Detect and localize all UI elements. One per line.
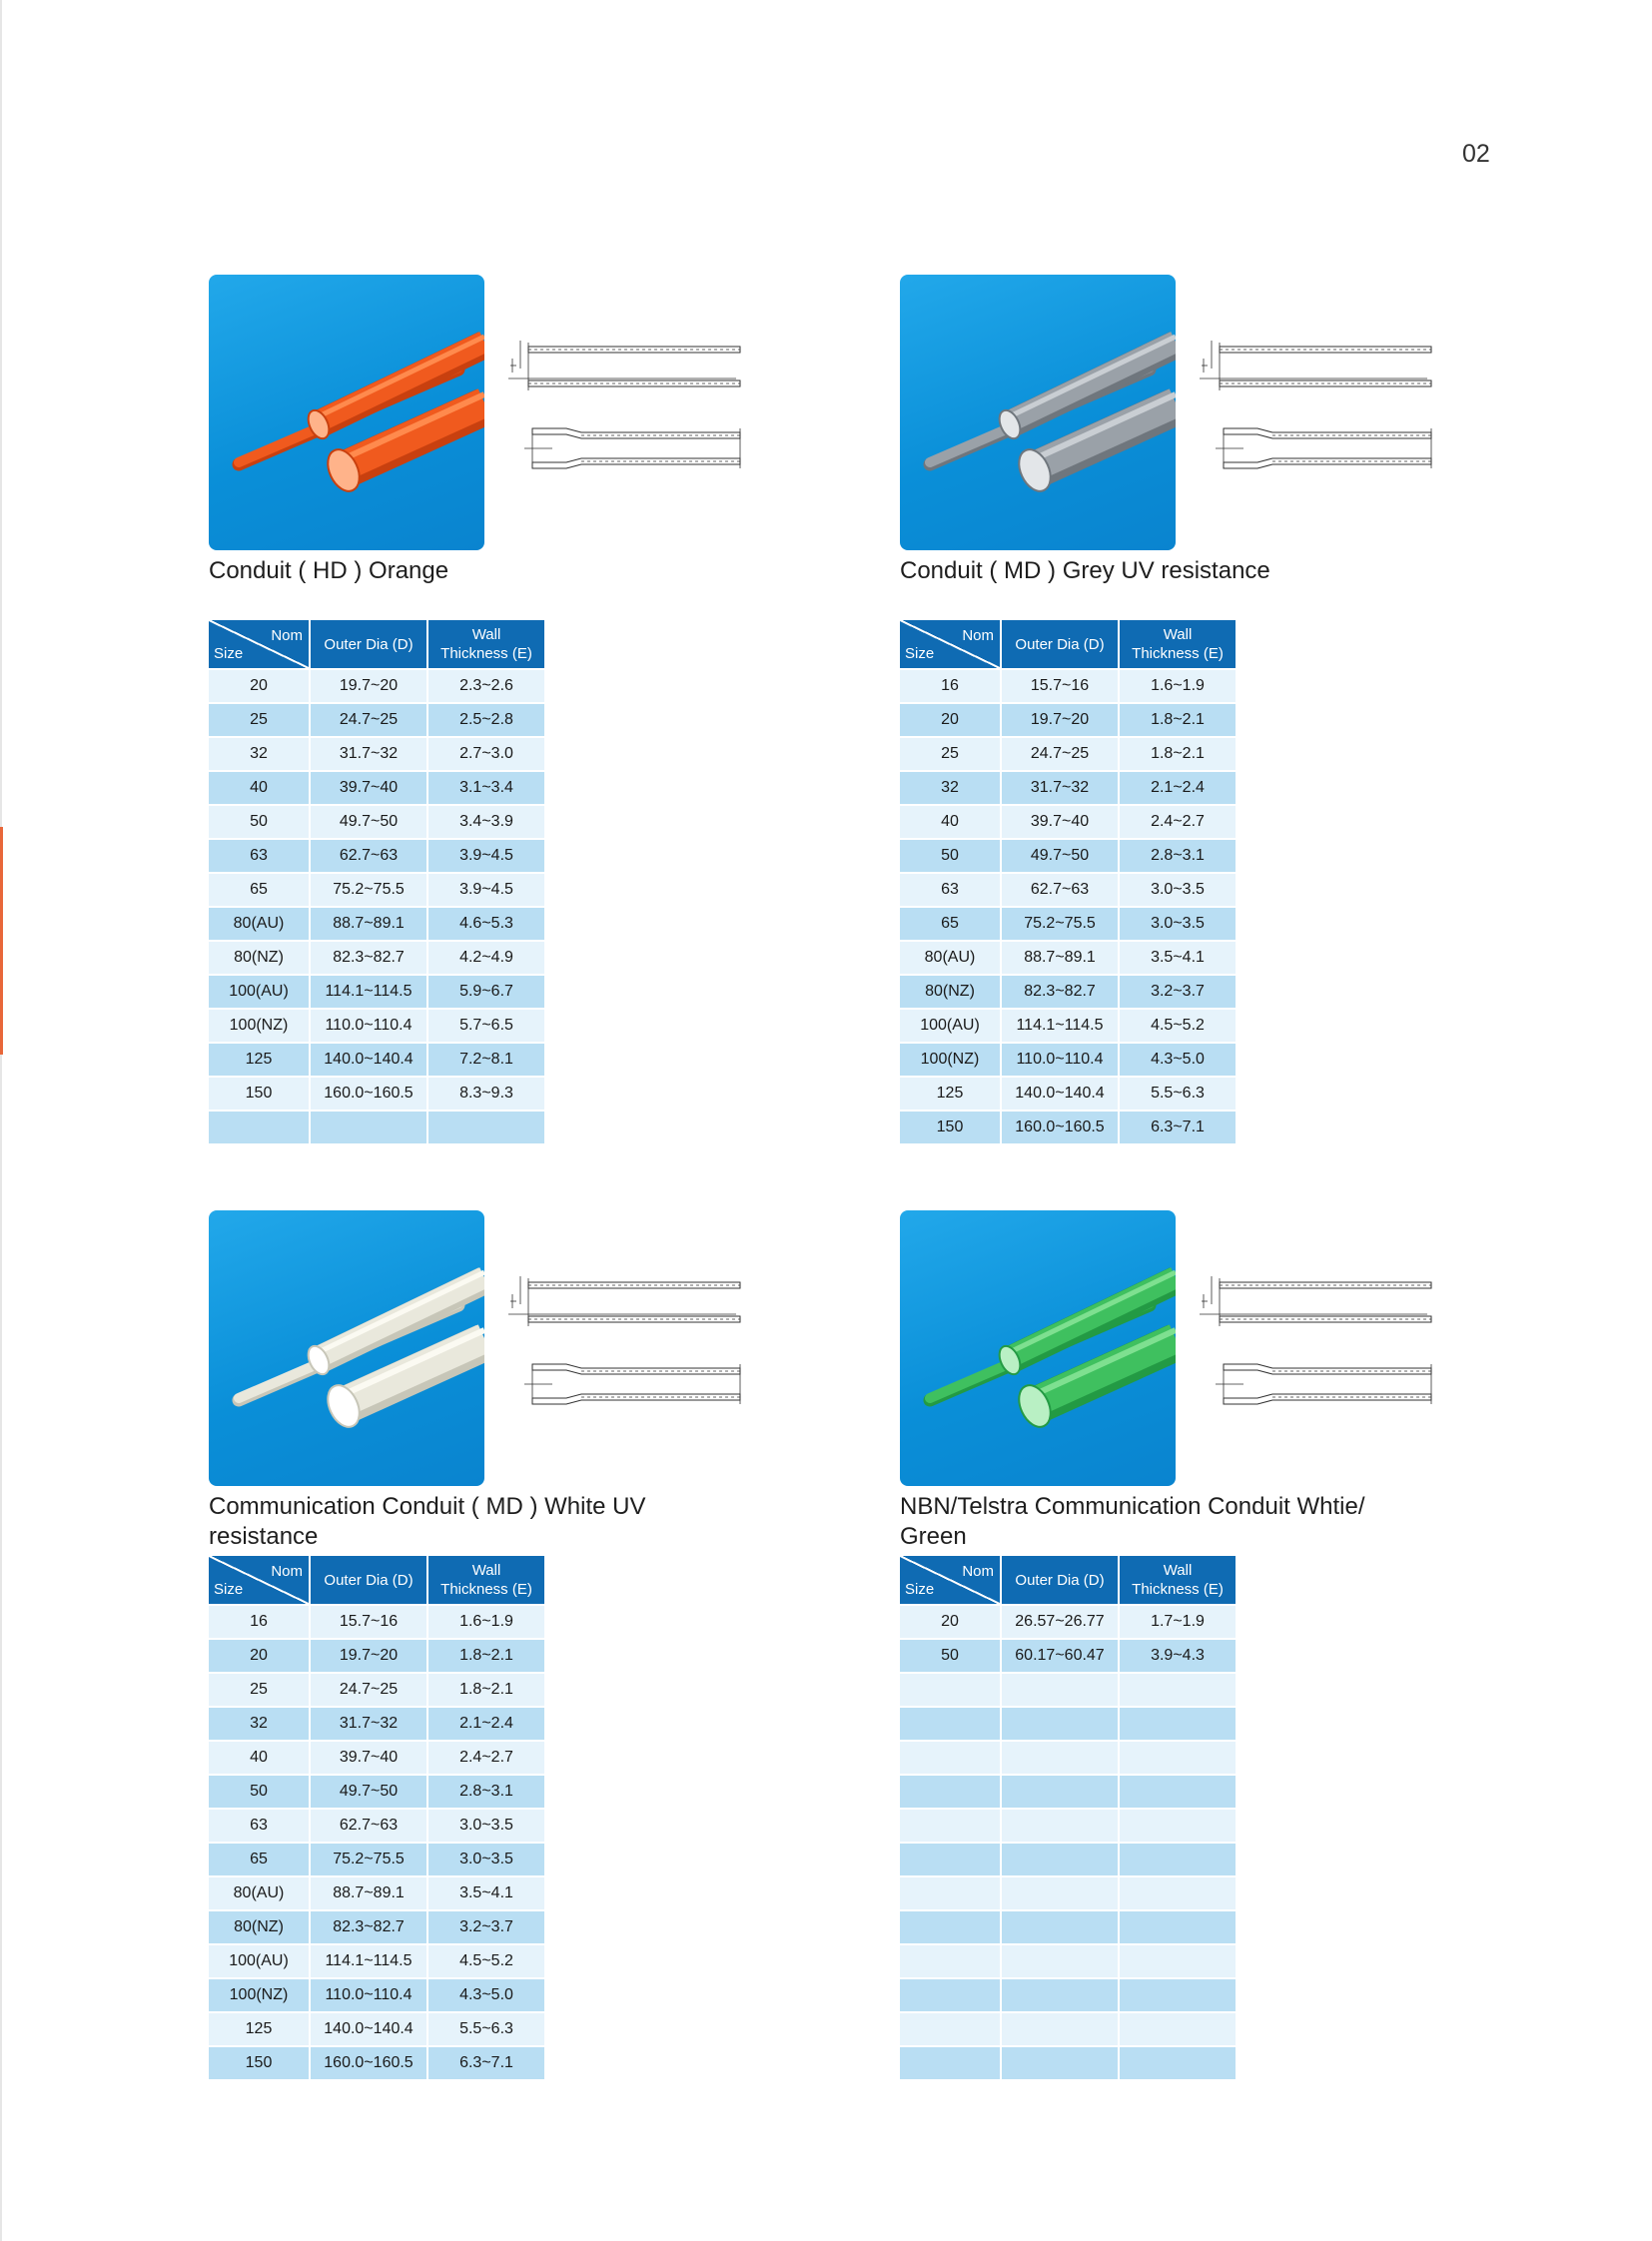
table-row	[209, 1009, 544, 1043]
table-row	[209, 703, 544, 737]
spec-table	[900, 620, 1236, 1143]
wall-thickness-cell: 5.5~6.3	[1119, 1077, 1236, 1111]
outer-dia-cell	[1001, 2012, 1119, 2046]
wall-thickness-cell: 3.0~3.5	[1119, 907, 1236, 941]
wall-thickness-cell: 1.8~2.1	[427, 1673, 544, 1707]
size-cell: 100(AU)	[209, 975, 310, 1009]
wall-label: Wall	[1163, 1562, 1193, 1579]
outer-dia-cell: 24.7~25	[310, 703, 427, 737]
wall-thickness-cell: 7.2~8.1	[427, 1043, 544, 1077]
outer-dia-cell: 140.0~140.4	[310, 2012, 427, 2046]
wall-thickness-cell	[1119, 1707, 1236, 1741]
size-cell: 25	[209, 1673, 310, 1707]
wall-thickness-header	[427, 620, 544, 669]
wall-thickness-cell: 4.5~5.2	[1119, 1009, 1236, 1043]
table-row	[900, 1775, 1236, 1809]
outer-dia-cell: 140.0~140.4	[1001, 1077, 1119, 1111]
table-row	[900, 1809, 1236, 1843]
wall-thickness-cell	[1119, 1741, 1236, 1775]
outer-dia-cell	[1001, 1978, 1119, 2012]
size-nom-header	[209, 1556, 310, 1605]
table-row	[900, 975, 1236, 1009]
outer-dia-cell	[1001, 2046, 1119, 2079]
wall-thickness-cell: 2.1~2.4	[427, 1707, 544, 1741]
page-edge-accent	[0, 827, 3, 1055]
outer-dia-cell	[1001, 1910, 1119, 1944]
product-photo	[209, 275, 484, 550]
size-cell: 150	[209, 1077, 310, 1111]
wall-thickness-cell	[1119, 1673, 1236, 1707]
table-row	[209, 873, 544, 907]
table-row	[209, 1673, 544, 1707]
outer-dia-cell: 82.3~82.7	[1001, 975, 1119, 1009]
wall-thickness-cell: 2.7~3.0	[427, 737, 544, 771]
size-cell	[900, 2046, 1001, 2079]
size-cell: 50	[209, 1775, 310, 1809]
wall-thickness-cell: 3.5~4.1	[1119, 941, 1236, 975]
thickness-label: Thickness (E)	[440, 645, 532, 662]
wall-thickness-cell: 4.3~5.0	[427, 1978, 544, 2012]
technical-drawing	[506, 339, 746, 488]
table-row	[209, 975, 544, 1009]
size-cell: 25	[900, 737, 1001, 771]
table-row	[900, 1673, 1236, 1707]
table-row	[900, 1707, 1236, 1741]
product-section	[209, 275, 908, 1173]
size-cell: 125	[209, 1043, 310, 1077]
outer-dia-cell: 88.7~89.1	[310, 1876, 427, 1910]
wall-label: Wall	[471, 1562, 501, 1579]
wall-thickness-cell: 4.6~5.3	[427, 907, 544, 941]
outer-dia-cell: 26.57~26.77	[1001, 1605, 1119, 1639]
nom-label: Nom	[962, 627, 994, 644]
wall-thickness-cell: 2.5~2.8	[427, 703, 544, 737]
table-row	[209, 737, 544, 771]
table-row	[900, 1111, 1236, 1143]
size-cell: 150	[209, 2046, 310, 2079]
size-cell: 63	[209, 1809, 310, 1843]
table-row	[900, 669, 1236, 703]
wall-thickness-cell	[1119, 1978, 1236, 2012]
wall-thickness-cell: 1.7~1.9	[1119, 1605, 1236, 1639]
size-label: Size	[905, 1581, 935, 1598]
wall-thickness-cell: 5.5~6.3	[427, 2012, 544, 2046]
size-label: Size	[214, 1581, 244, 1598]
size-nom-header	[209, 620, 310, 669]
wall-thickness-cell	[1119, 2012, 1236, 2046]
size-cell: 20	[900, 1605, 1001, 1639]
outer-dia-cell: 49.7~50	[1001, 839, 1119, 873]
outer-dia-cell: 62.7~63	[310, 839, 427, 873]
size-cell: 63	[900, 873, 1001, 907]
wall-label: Wall	[1163, 626, 1193, 643]
product-section	[900, 1210, 1599, 2109]
nom-label: Nom	[271, 1563, 303, 1580]
table-row	[900, 941, 1236, 975]
outer-dia-cell: 39.7~40	[310, 771, 427, 805]
size-cell: 80(NZ)	[900, 975, 1001, 1009]
wall-thickness-cell: 2.8~3.1	[1119, 839, 1236, 873]
size-cell: 100(NZ)	[209, 1978, 310, 2012]
table-row	[209, 2046, 544, 2079]
wall-thickness-cell: 1.6~1.9	[427, 1605, 544, 1639]
outer-dia-cell: 114.1~114.5	[1001, 1009, 1119, 1043]
wall-label: Wall	[471, 626, 501, 643]
table-row	[900, 771, 1236, 805]
table-row	[900, 1009, 1236, 1043]
size-cell: 32	[900, 771, 1001, 805]
wall-thickness-header	[1119, 620, 1236, 669]
size-cell: 80(AU)	[209, 907, 310, 941]
wall-thickness-header	[427, 1556, 544, 1605]
outer-dia-cell: 49.7~50	[310, 1775, 427, 1809]
outer-dia-cell: 31.7~32	[310, 1707, 427, 1741]
table-row	[209, 1775, 544, 1809]
outer-dia-cell: 160.0~160.5	[310, 1077, 427, 1111]
wall-thickness-cell: 4.5~5.2	[427, 1944, 544, 1978]
size-cell: 80(NZ)	[209, 1910, 310, 1944]
outer-dia-cell: 24.7~25	[310, 1673, 427, 1707]
outer-dia-cell: 110.0~110.4	[310, 1009, 427, 1043]
technical-drawing	[506, 1274, 746, 1424]
size-cell: 80(AU)	[209, 1876, 310, 1910]
table-header-row	[209, 620, 544, 669]
size-cell: 50	[209, 805, 310, 839]
outer-dia-cell	[1001, 1876, 1119, 1910]
outer-dia-cell: 24.7~25	[1001, 737, 1119, 771]
outer-dia-cell: 114.1~114.5	[310, 975, 427, 1009]
product-title: Conduit ( MD ) Grey UV resistance	[900, 557, 1270, 584]
wall-thickness-cell: 3.5~4.1	[427, 1876, 544, 1910]
wall-thickness-cell: 6.3~7.1	[427, 2046, 544, 2079]
wall-thickness-cell: 3.0~3.5	[1119, 873, 1236, 907]
nom-label: Nom	[271, 627, 303, 644]
size-cell: 80(AU)	[900, 941, 1001, 975]
wall-thickness-cell: 3.4~3.9	[427, 805, 544, 839]
wall-thickness-cell: 5.7~6.5	[427, 1009, 544, 1043]
table-row	[209, 941, 544, 975]
table-row	[209, 1639, 544, 1673]
table-row	[209, 839, 544, 873]
table-row	[900, 737, 1236, 771]
technical-drawing	[1198, 339, 1437, 488]
outer-dia-cell: 39.7~40	[310, 1741, 427, 1775]
table-header-row	[900, 620, 1236, 669]
product-photo	[900, 1210, 1176, 1486]
size-cell	[900, 1910, 1001, 1944]
size-cell	[900, 1775, 1001, 1809]
wall-thickness-cell	[427, 1111, 544, 1143]
outer-dia-cell: 31.7~32	[1001, 771, 1119, 805]
wall-thickness-cell: 2.3~2.6	[427, 669, 544, 703]
table-row	[900, 1910, 1236, 1944]
outer-dia-cell: 19.7~20	[310, 1639, 427, 1673]
outer-dia-cell	[1001, 1809, 1119, 1843]
size-cell	[900, 1876, 1001, 1910]
wall-thickness-cell: 2.4~2.7	[427, 1741, 544, 1775]
wall-thickness-cell	[1119, 1910, 1236, 1944]
table-row	[900, 1043, 1236, 1077]
size-cell	[900, 1944, 1001, 1978]
outer-dia-cell: 114.1~114.5	[310, 1944, 427, 1978]
spec-table	[209, 620, 544, 1143]
table-row	[209, 1809, 544, 1843]
outer-dia-header: Outer Dia (D)	[310, 620, 427, 669]
size-cell: 100(AU)	[209, 1944, 310, 1978]
size-cell: 32	[209, 1707, 310, 1741]
outer-dia-cell: 75.2~75.5	[310, 1843, 427, 1876]
outer-dia-cell: 160.0~160.5	[1001, 1111, 1119, 1143]
table-row	[209, 907, 544, 941]
outer-dia-cell: 82.3~82.7	[310, 1910, 427, 1944]
outer-dia-cell: 19.7~20	[1001, 703, 1119, 737]
product-section	[900, 275, 1599, 1173]
table-row	[900, 703, 1236, 737]
wall-thickness-cell: 3.9~4.3	[1119, 1639, 1236, 1673]
outer-dia-cell	[1001, 1673, 1119, 1707]
outer-dia-header: Outer Dia (D)	[1001, 1556, 1119, 1605]
outer-dia-cell: 49.7~50	[310, 805, 427, 839]
thickness-label: Thickness (E)	[1132, 1581, 1224, 1598]
size-cell	[900, 1673, 1001, 1707]
table-row	[900, 907, 1236, 941]
table-row	[209, 1043, 544, 1077]
table-row	[900, 1741, 1236, 1775]
size-label: Size	[214, 645, 244, 662]
table-row	[209, 2012, 544, 2046]
outer-dia-cell	[1001, 1707, 1119, 1741]
spec-table	[900, 1556, 1236, 2079]
size-cell: 40	[209, 771, 310, 805]
table-row	[209, 1077, 544, 1111]
page-number: 02	[1462, 140, 1490, 168]
outer-dia-cell	[1001, 1775, 1119, 1809]
nom-label: Nom	[962, 1563, 994, 1580]
wall-thickness-cell	[1119, 1809, 1236, 1843]
wall-thickness-cell: 1.8~2.1	[427, 1639, 544, 1673]
size-cell: 32	[209, 737, 310, 771]
thickness-label: Thickness (E)	[440, 1581, 532, 1598]
size-cell: 20	[209, 1639, 310, 1673]
outer-dia-cell	[1001, 1944, 1119, 1978]
wall-thickness-cell: 1.8~2.1	[1119, 703, 1236, 737]
technical-drawing	[1198, 1274, 1437, 1424]
outer-dia-cell: 60.17~60.47	[1001, 1639, 1119, 1673]
wall-thickness-cell: 2.4~2.7	[1119, 805, 1236, 839]
wall-thickness-cell: 3.0~3.5	[427, 1843, 544, 1876]
size-cell: 16	[209, 1605, 310, 1639]
wall-thickness-cell	[1119, 1876, 1236, 1910]
product-photo	[209, 1210, 484, 1486]
outer-dia-cell: 160.0~160.5	[310, 2046, 427, 2079]
outer-dia-cell: 15.7~16	[310, 1605, 427, 1639]
table-row	[900, 839, 1236, 873]
table-row	[900, 1077, 1236, 1111]
wall-thickness-cell: 8.3~9.3	[427, 1077, 544, 1111]
product-title: Conduit ( HD ) Orange	[209, 557, 449, 584]
wall-thickness-cell: 4.2~4.9	[427, 941, 544, 975]
outer-dia-cell: 140.0~140.4	[310, 1043, 427, 1077]
outer-dia-header: Outer Dia (D)	[310, 1556, 427, 1605]
table-row	[209, 1707, 544, 1741]
outer-dia-header: Outer Dia (D)	[1001, 620, 1119, 669]
table-row	[209, 1843, 544, 1876]
wall-thickness-cell: 1.6~1.9	[1119, 669, 1236, 703]
size-cell	[900, 2012, 1001, 2046]
outer-dia-cell: 88.7~89.1	[310, 907, 427, 941]
wall-thickness-cell: 3.9~4.5	[427, 873, 544, 907]
size-cell	[900, 1707, 1001, 1741]
outer-dia-cell: 75.2~75.5	[310, 873, 427, 907]
table-header-row	[209, 1556, 544, 1605]
wall-thickness-cell: 5.9~6.7	[427, 975, 544, 1009]
outer-dia-cell	[310, 1111, 427, 1143]
size-cell: 65	[209, 873, 310, 907]
table-header-row	[900, 1556, 1236, 1605]
table-row	[900, 1639, 1236, 1673]
table-row	[900, 1978, 1236, 2012]
page-edge-line	[0, 0, 2, 2241]
outer-dia-cell: 15.7~16	[1001, 669, 1119, 703]
table-row	[900, 2012, 1236, 2046]
outer-dia-cell: 88.7~89.1	[1001, 941, 1119, 975]
table-row	[209, 1944, 544, 1978]
table-row	[209, 1978, 544, 2012]
table-row	[900, 2046, 1236, 2079]
thickness-label: Thickness (E)	[1132, 645, 1224, 662]
size-cell: 65	[209, 1843, 310, 1876]
table-row	[900, 1605, 1236, 1639]
wall-thickness-cell: 3.9~4.5	[427, 839, 544, 873]
wall-thickness-cell	[1119, 1775, 1236, 1809]
size-cell: 80(NZ)	[209, 941, 310, 975]
outer-dia-cell	[1001, 1741, 1119, 1775]
size-cell	[900, 1809, 1001, 1843]
product-title: NBN/Telstra Communication Conduit Whtie/ Green	[900, 1493, 1365, 1550]
size-cell: 50	[900, 839, 1001, 873]
size-cell: 100(NZ)	[900, 1043, 1001, 1077]
size-cell: 125	[209, 2012, 310, 2046]
size-cell	[900, 1741, 1001, 1775]
outer-dia-cell: 62.7~63	[310, 1809, 427, 1843]
table-row	[209, 771, 544, 805]
size-cell	[900, 1843, 1001, 1876]
outer-dia-cell: 31.7~32	[310, 737, 427, 771]
table-row	[209, 1741, 544, 1775]
wall-thickness-cell: 6.3~7.1	[1119, 1111, 1236, 1143]
wall-thickness-cell	[1119, 1843, 1236, 1876]
size-nom-header	[900, 620, 1001, 669]
size-cell: 16	[900, 669, 1001, 703]
table-row	[900, 805, 1236, 839]
outer-dia-cell	[1001, 1843, 1119, 1876]
size-cell: 100(AU)	[900, 1009, 1001, 1043]
table-row	[900, 1843, 1236, 1876]
wall-thickness-cell	[1119, 1944, 1236, 1978]
outer-dia-cell: 19.7~20	[310, 669, 427, 703]
wall-thickness-header	[1119, 1556, 1236, 1605]
table-row	[900, 873, 1236, 907]
product-section	[209, 1210, 908, 2109]
size-cell: 20	[209, 669, 310, 703]
product-title: Communication Conduit ( MD ) White UV resistance	[209, 1493, 646, 1550]
size-label: Size	[905, 645, 935, 662]
outer-dia-cell: 110.0~110.4	[310, 1978, 427, 2012]
wall-thickness-cell: 2.8~3.1	[427, 1775, 544, 1809]
size-cell: 63	[209, 839, 310, 873]
size-cell: 25	[209, 703, 310, 737]
outer-dia-cell: 62.7~63	[1001, 873, 1119, 907]
size-cell: 65	[900, 907, 1001, 941]
wall-thickness-cell: 3.0~3.5	[427, 1809, 544, 1843]
wall-thickness-cell	[1119, 2046, 1236, 2079]
wall-thickness-cell: 3.2~3.7	[427, 1910, 544, 1944]
table-row	[209, 1111, 544, 1143]
spec-table	[209, 1556, 544, 2079]
size-cell: 100(NZ)	[209, 1009, 310, 1043]
size-cell: 150	[900, 1111, 1001, 1143]
size-cell: 50	[900, 1639, 1001, 1673]
outer-dia-cell: 75.2~75.5	[1001, 907, 1119, 941]
size-cell: 40	[209, 1741, 310, 1775]
size-nom-header	[900, 1556, 1001, 1605]
wall-thickness-cell: 1.8~2.1	[1119, 737, 1236, 771]
size-cell: 20	[900, 703, 1001, 737]
outer-dia-cell: 82.3~82.7	[310, 941, 427, 975]
table-row	[209, 805, 544, 839]
size-cell	[209, 1111, 310, 1143]
wall-thickness-cell: 3.2~3.7	[1119, 975, 1236, 1009]
table-row	[209, 1605, 544, 1639]
product-photo	[900, 275, 1176, 550]
outer-dia-cell: 39.7~40	[1001, 805, 1119, 839]
table-row	[209, 1910, 544, 1944]
size-cell: 40	[900, 805, 1001, 839]
wall-thickness-cell: 4.3~5.0	[1119, 1043, 1236, 1077]
outer-dia-cell: 110.0~110.4	[1001, 1043, 1119, 1077]
size-cell	[900, 1978, 1001, 2012]
table-row	[209, 669, 544, 703]
table-row	[900, 1944, 1236, 1978]
table-row	[900, 1876, 1236, 1910]
size-cell: 125	[900, 1077, 1001, 1111]
wall-thickness-cell: 2.1~2.4	[1119, 771, 1236, 805]
wall-thickness-cell: 3.1~3.4	[427, 771, 544, 805]
table-row	[209, 1876, 544, 1910]
